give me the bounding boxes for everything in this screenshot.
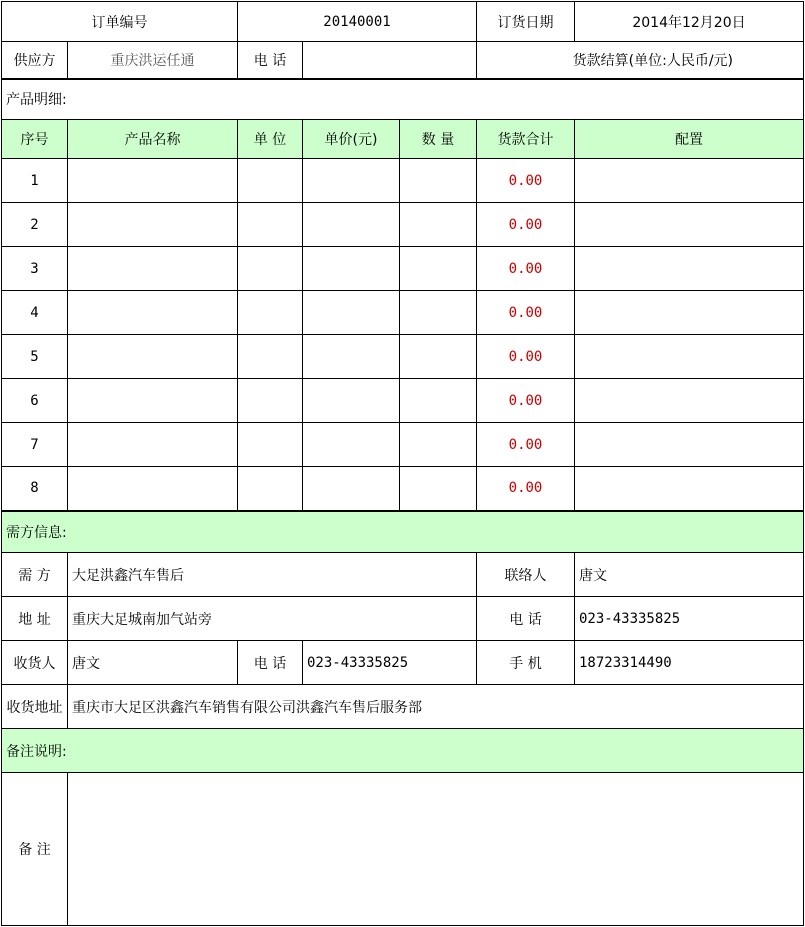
product-qty-cell[interactable] [400,291,477,335]
col-header-name: 产品名称 [68,120,238,159]
product-name-cell[interactable] [68,335,238,379]
product-total-cell: 0.00 [477,379,575,423]
product-config-cell[interactable] [575,159,804,203]
product-name-cell[interactable] [68,379,238,423]
product-no: 4 [2,291,68,335]
order-form-table [1,1,804,926]
delivery-address-row [2,685,804,729]
settlement-label: 货款结算(单位:人民币/元) [477,42,804,79]
product-price-cell[interactable] [303,203,400,247]
col-header-price: 单价(元) [303,120,400,159]
address-row [2,597,804,641]
product-price-cell[interactable] [303,291,400,335]
product-no: 1 [2,159,68,203]
product-row [2,291,804,335]
product-row [2,247,804,291]
buyer-label: 需 方 [2,553,68,597]
product-config-cell[interactable] [575,335,804,379]
buyer-row [2,553,804,597]
buyer-phone-value[interactable]: 023-43335825 [575,597,804,641]
product-config-cell[interactable] [575,379,804,423]
product-row [2,203,804,247]
product-price-cell[interactable] [303,467,400,511]
product-row [2,379,804,423]
remarks-row [2,773,804,926]
remarks-value[interactable] [68,773,804,926]
product-unit-cell[interactable] [238,423,303,467]
product-config-cell[interactable] [575,467,804,511]
product-price-cell[interactable] [303,247,400,291]
address-value[interactable]: 重庆大足城南加气站旁 [68,597,477,641]
product-name-cell[interactable] [68,159,238,203]
product-no: 7 [2,423,68,467]
supplier-phone-value[interactable] [303,42,477,79]
product-config-cell[interactable] [575,291,804,335]
product-row [2,159,804,203]
product-name-cell[interactable] [68,423,238,467]
contact-label: 联络人 [477,553,575,597]
product-price-cell[interactable] [303,159,400,203]
product-name-cell[interactable] [68,291,238,335]
products-section-row [2,79,804,120]
product-name-cell[interactable] [68,203,238,247]
col-header-total: 货款合计 [477,120,575,159]
product-unit-cell[interactable] [238,335,303,379]
product-row [2,335,804,379]
product-config-cell[interactable] [575,203,804,247]
products-header-row [2,120,804,159]
product-qty-cell[interactable] [400,467,477,511]
product-name-cell[interactable] [68,247,238,291]
product-qty-cell[interactable] [400,379,477,423]
col-header-config: 配置 [575,120,804,159]
receiver-label: 收货人 [2,641,68,685]
remarks-section-label: 备注说明: [2,729,804,773]
col-header-qty: 数 量 [400,120,477,159]
delivery-address-value[interactable]: 重庆市大足区洪鑫汽车销售有限公司洪鑫汽车售后服务部 [68,685,804,729]
product-name-cell[interactable] [68,467,238,511]
product-no: 3 [2,247,68,291]
product-config-cell[interactable] [575,247,804,291]
product-price-cell[interactable] [303,423,400,467]
product-no: 2 [2,203,68,247]
delivery-address-label: 收货地址 [2,685,68,729]
contact-value[interactable]: 唐文 [575,553,804,597]
order-date-label: 订货日期 [477,2,575,42]
col-header-unit: 单 位 [238,120,303,159]
product-unit-cell[interactable] [238,379,303,423]
remarks-label: 备 注 [2,773,68,926]
receiver-row [2,641,804,685]
product-total-cell: 0.00 [477,159,575,203]
supplier-value[interactable]: 重庆洪运任通 [68,42,238,79]
supplier-label: 供应方 [2,42,68,79]
product-total-cell: 0.00 [477,291,575,335]
receiver-phone-value[interactable]: 023-43335825 [303,641,477,685]
product-config-cell[interactable] [575,423,804,467]
product-row [2,467,804,511]
product-qty-cell[interactable] [400,203,477,247]
product-price-cell[interactable] [303,335,400,379]
product-total-cell: 0.00 [477,335,575,379]
product-unit-cell[interactable] [238,203,303,247]
product-no: 6 [2,379,68,423]
products-section-label: 产品明细: [2,79,804,120]
product-no: 8 [2,467,68,511]
product-qty-cell[interactable] [400,247,477,291]
order-date-value[interactable]: 2014年12月20日 [575,2,804,42]
order-no-label: 订单编号 [2,2,238,42]
product-unit-cell[interactable] [238,159,303,203]
product-total-cell: 0.00 [477,203,575,247]
supplier-phone-label: 电 话 [238,42,303,79]
buyer-value[interactable]: 大足洪鑫汽车售后 [68,553,477,597]
product-total-cell: 0.00 [477,423,575,467]
buyer-section-row [2,511,804,553]
mobile-label: 手 机 [477,641,575,685]
product-unit-cell[interactable] [238,291,303,335]
product-price-cell[interactable] [303,379,400,423]
product-qty-cell[interactable] [400,335,477,379]
product-unit-cell[interactable] [238,247,303,291]
col-header-no: 序号 [2,120,68,159]
address-label: 地 址 [2,597,68,641]
product-no: 5 [2,335,68,379]
buyer-section-label: 需方信息: [2,511,804,553]
product-total-cell: 0.00 [477,247,575,291]
header-row-supplier [2,42,804,79]
receiver-phone-label: 电 话 [238,641,303,685]
header-row-order [2,2,804,42]
product-row [2,423,804,467]
product-total-cell: 0.00 [477,467,575,511]
remarks-section-row [2,729,804,773]
receiver-value[interactable]: 唐文 [68,641,238,685]
order-no-value[interactable]: 20140001 [238,2,477,42]
mobile-value[interactable]: 18723314490 [575,641,804,685]
buyer-phone-label: 电 话 [477,597,575,641]
product-qty-cell[interactable] [400,423,477,467]
product-unit-cell[interactable] [238,467,303,511]
product-qty-cell[interactable] [400,159,477,203]
